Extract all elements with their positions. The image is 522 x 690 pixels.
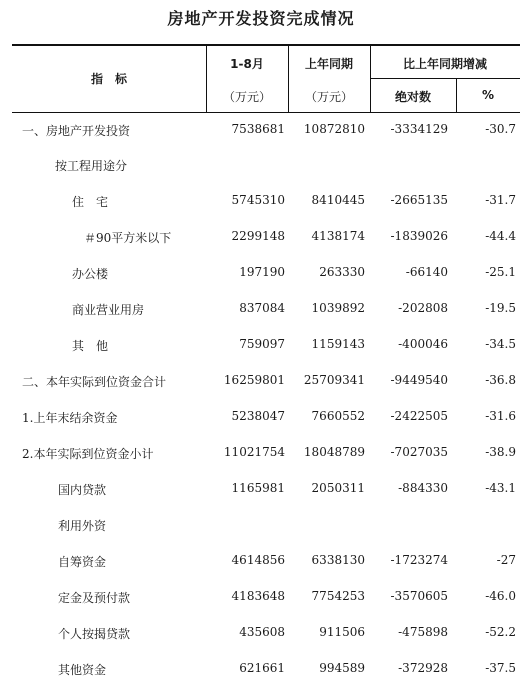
value-abs-change: -66140 bbox=[405, 265, 448, 279]
value-last-year: 7754253 bbox=[311, 589, 365, 603]
value-pct-change: -30.7 bbox=[485, 122, 516, 136]
value-pct-change: -19.5 bbox=[485, 301, 516, 315]
row-label: 办公楼 bbox=[72, 267, 109, 281]
value-abs-change: -1839026 bbox=[390, 229, 448, 243]
row-label: 1.上年末结余资金 bbox=[22, 411, 118, 425]
table-row bbox=[0, 661, 522, 681]
table-row bbox=[0, 589, 522, 609]
value-pct-change: -44.4 bbox=[485, 229, 516, 243]
value-last-year: 7660552 bbox=[311, 409, 365, 423]
value-last-year: 25709341 bbox=[303, 373, 365, 387]
row-label: 个人按揭贷款 bbox=[58, 627, 131, 641]
value-1-8: 2299148 bbox=[231, 229, 285, 243]
header-indicator: 指 标 bbox=[90, 72, 127, 86]
table-row bbox=[0, 481, 522, 501]
value-last-year: 10872810 bbox=[303, 122, 365, 136]
value-abs-change: -9449540 bbox=[390, 373, 448, 387]
header-col1: 1-8月 bbox=[230, 57, 264, 71]
row-label: 二、本年实际到位资金合计 bbox=[22, 375, 167, 389]
table-row bbox=[0, 409, 522, 429]
value-1-8: 4614856 bbox=[231, 553, 285, 567]
row-label: 一、房地产开发投资 bbox=[22, 124, 131, 138]
value-abs-change: -2665135 bbox=[390, 193, 448, 207]
value-1-8: 621661 bbox=[239, 661, 285, 675]
table-row bbox=[0, 265, 522, 285]
row-label: 自筹资金 bbox=[58, 555, 107, 569]
header-group-rule bbox=[370, 78, 520, 79]
value-pct-change: -27 bbox=[496, 553, 516, 567]
table-row bbox=[0, 553, 522, 573]
value-abs-change: -1723274 bbox=[390, 553, 448, 567]
row-label: 其 他 bbox=[72, 339, 109, 353]
value-last-year: 911506 bbox=[319, 625, 365, 639]
value-pct-change: -52.2 bbox=[485, 625, 516, 639]
value-abs-change: -202808 bbox=[398, 301, 448, 315]
table-row bbox=[0, 517, 522, 537]
header-col2: 上年同期 bbox=[304, 57, 353, 71]
table-row bbox=[0, 122, 522, 142]
value-1-8: 837084 bbox=[239, 301, 285, 315]
value-pct-change: -36.8 bbox=[485, 373, 516, 387]
value-1-8: 197190 bbox=[239, 265, 285, 279]
header-absolute: 绝对数 bbox=[394, 90, 431, 104]
value-1-8: 11021754 bbox=[223, 445, 285, 459]
table-row bbox=[0, 301, 522, 321]
value-abs-change: -475898 bbox=[398, 625, 448, 639]
row-label: 国内贷款 bbox=[58, 483, 107, 497]
value-pct-change: -34.5 bbox=[485, 337, 516, 351]
value-abs-change: -372928 bbox=[398, 661, 448, 675]
value-abs-change: -400046 bbox=[398, 337, 448, 351]
value-1-8: 7538681 bbox=[231, 122, 285, 136]
row-label: 住 宅 bbox=[72, 195, 109, 209]
table-row bbox=[0, 625, 522, 645]
value-pct-change: -38.9 bbox=[485, 445, 516, 459]
table-row bbox=[0, 229, 522, 249]
table-row bbox=[0, 337, 522, 357]
value-pct-change: -43.1 bbox=[485, 481, 516, 495]
row-label: 利用外资 bbox=[58, 519, 107, 533]
header-change-group: 比上年同期增减 bbox=[402, 57, 487, 71]
value-last-year: 8410445 bbox=[311, 193, 365, 207]
value-1-8: 5238047 bbox=[231, 409, 285, 423]
header-percent: % bbox=[481, 88, 495, 102]
value-last-year: 6338130 bbox=[311, 553, 365, 567]
row-label: 定金及预付款 bbox=[58, 591, 131, 605]
value-last-year: 994589 bbox=[319, 661, 365, 675]
value-last-year: 2050311 bbox=[311, 481, 365, 495]
value-abs-change: -3334129 bbox=[390, 122, 448, 136]
table-row bbox=[0, 193, 522, 213]
header-col2-unit: （万元） bbox=[304, 90, 353, 104]
header-bottom-rule bbox=[12, 112, 520, 113]
row-label: ＃90平方米以下 bbox=[84, 231, 172, 245]
header-col1-unit: （万元） bbox=[222, 90, 271, 104]
value-last-year: 263330 bbox=[319, 265, 365, 279]
table-row bbox=[0, 445, 522, 465]
value-last-year: 18048789 bbox=[303, 445, 365, 459]
row-label: 其他资金 bbox=[58, 663, 107, 677]
value-1-8: 759097 bbox=[239, 337, 285, 351]
value-1-8: 16259801 bbox=[223, 373, 285, 387]
value-1-8: 1165981 bbox=[231, 481, 285, 495]
value-last-year: 1159143 bbox=[311, 337, 365, 351]
row-label: 按工程用途分 bbox=[55, 159, 128, 173]
value-abs-change: -2422505 bbox=[390, 409, 448, 423]
value-abs-change: -884330 bbox=[398, 481, 448, 495]
value-abs-change: -3570605 bbox=[390, 589, 448, 603]
value-pct-change: -31.7 bbox=[485, 193, 516, 207]
row-label: 2.本年实际到位资金小计 bbox=[22, 447, 154, 461]
value-1-8: 5745310 bbox=[231, 193, 285, 207]
value-pct-change: -46.0 bbox=[485, 589, 516, 603]
value-last-year: 1039892 bbox=[311, 301, 365, 315]
value-1-8: 4183648 bbox=[231, 589, 285, 603]
header-top-rule bbox=[12, 44, 520, 46]
value-pct-change: -25.1 bbox=[485, 265, 516, 279]
row-label: 商业营业用房 bbox=[72, 303, 145, 317]
table-row bbox=[0, 373, 522, 393]
value-1-8: 435608 bbox=[239, 625, 285, 639]
value-abs-change: -7027035 bbox=[390, 445, 448, 459]
value-pct-change: -37.5 bbox=[485, 661, 516, 675]
value-last-year: 4138174 bbox=[311, 229, 365, 243]
value-pct-change: -31.6 bbox=[485, 409, 516, 423]
table-title: 房地产开发投资完成情况 bbox=[167, 9, 355, 28]
table-row bbox=[0, 157, 522, 177]
